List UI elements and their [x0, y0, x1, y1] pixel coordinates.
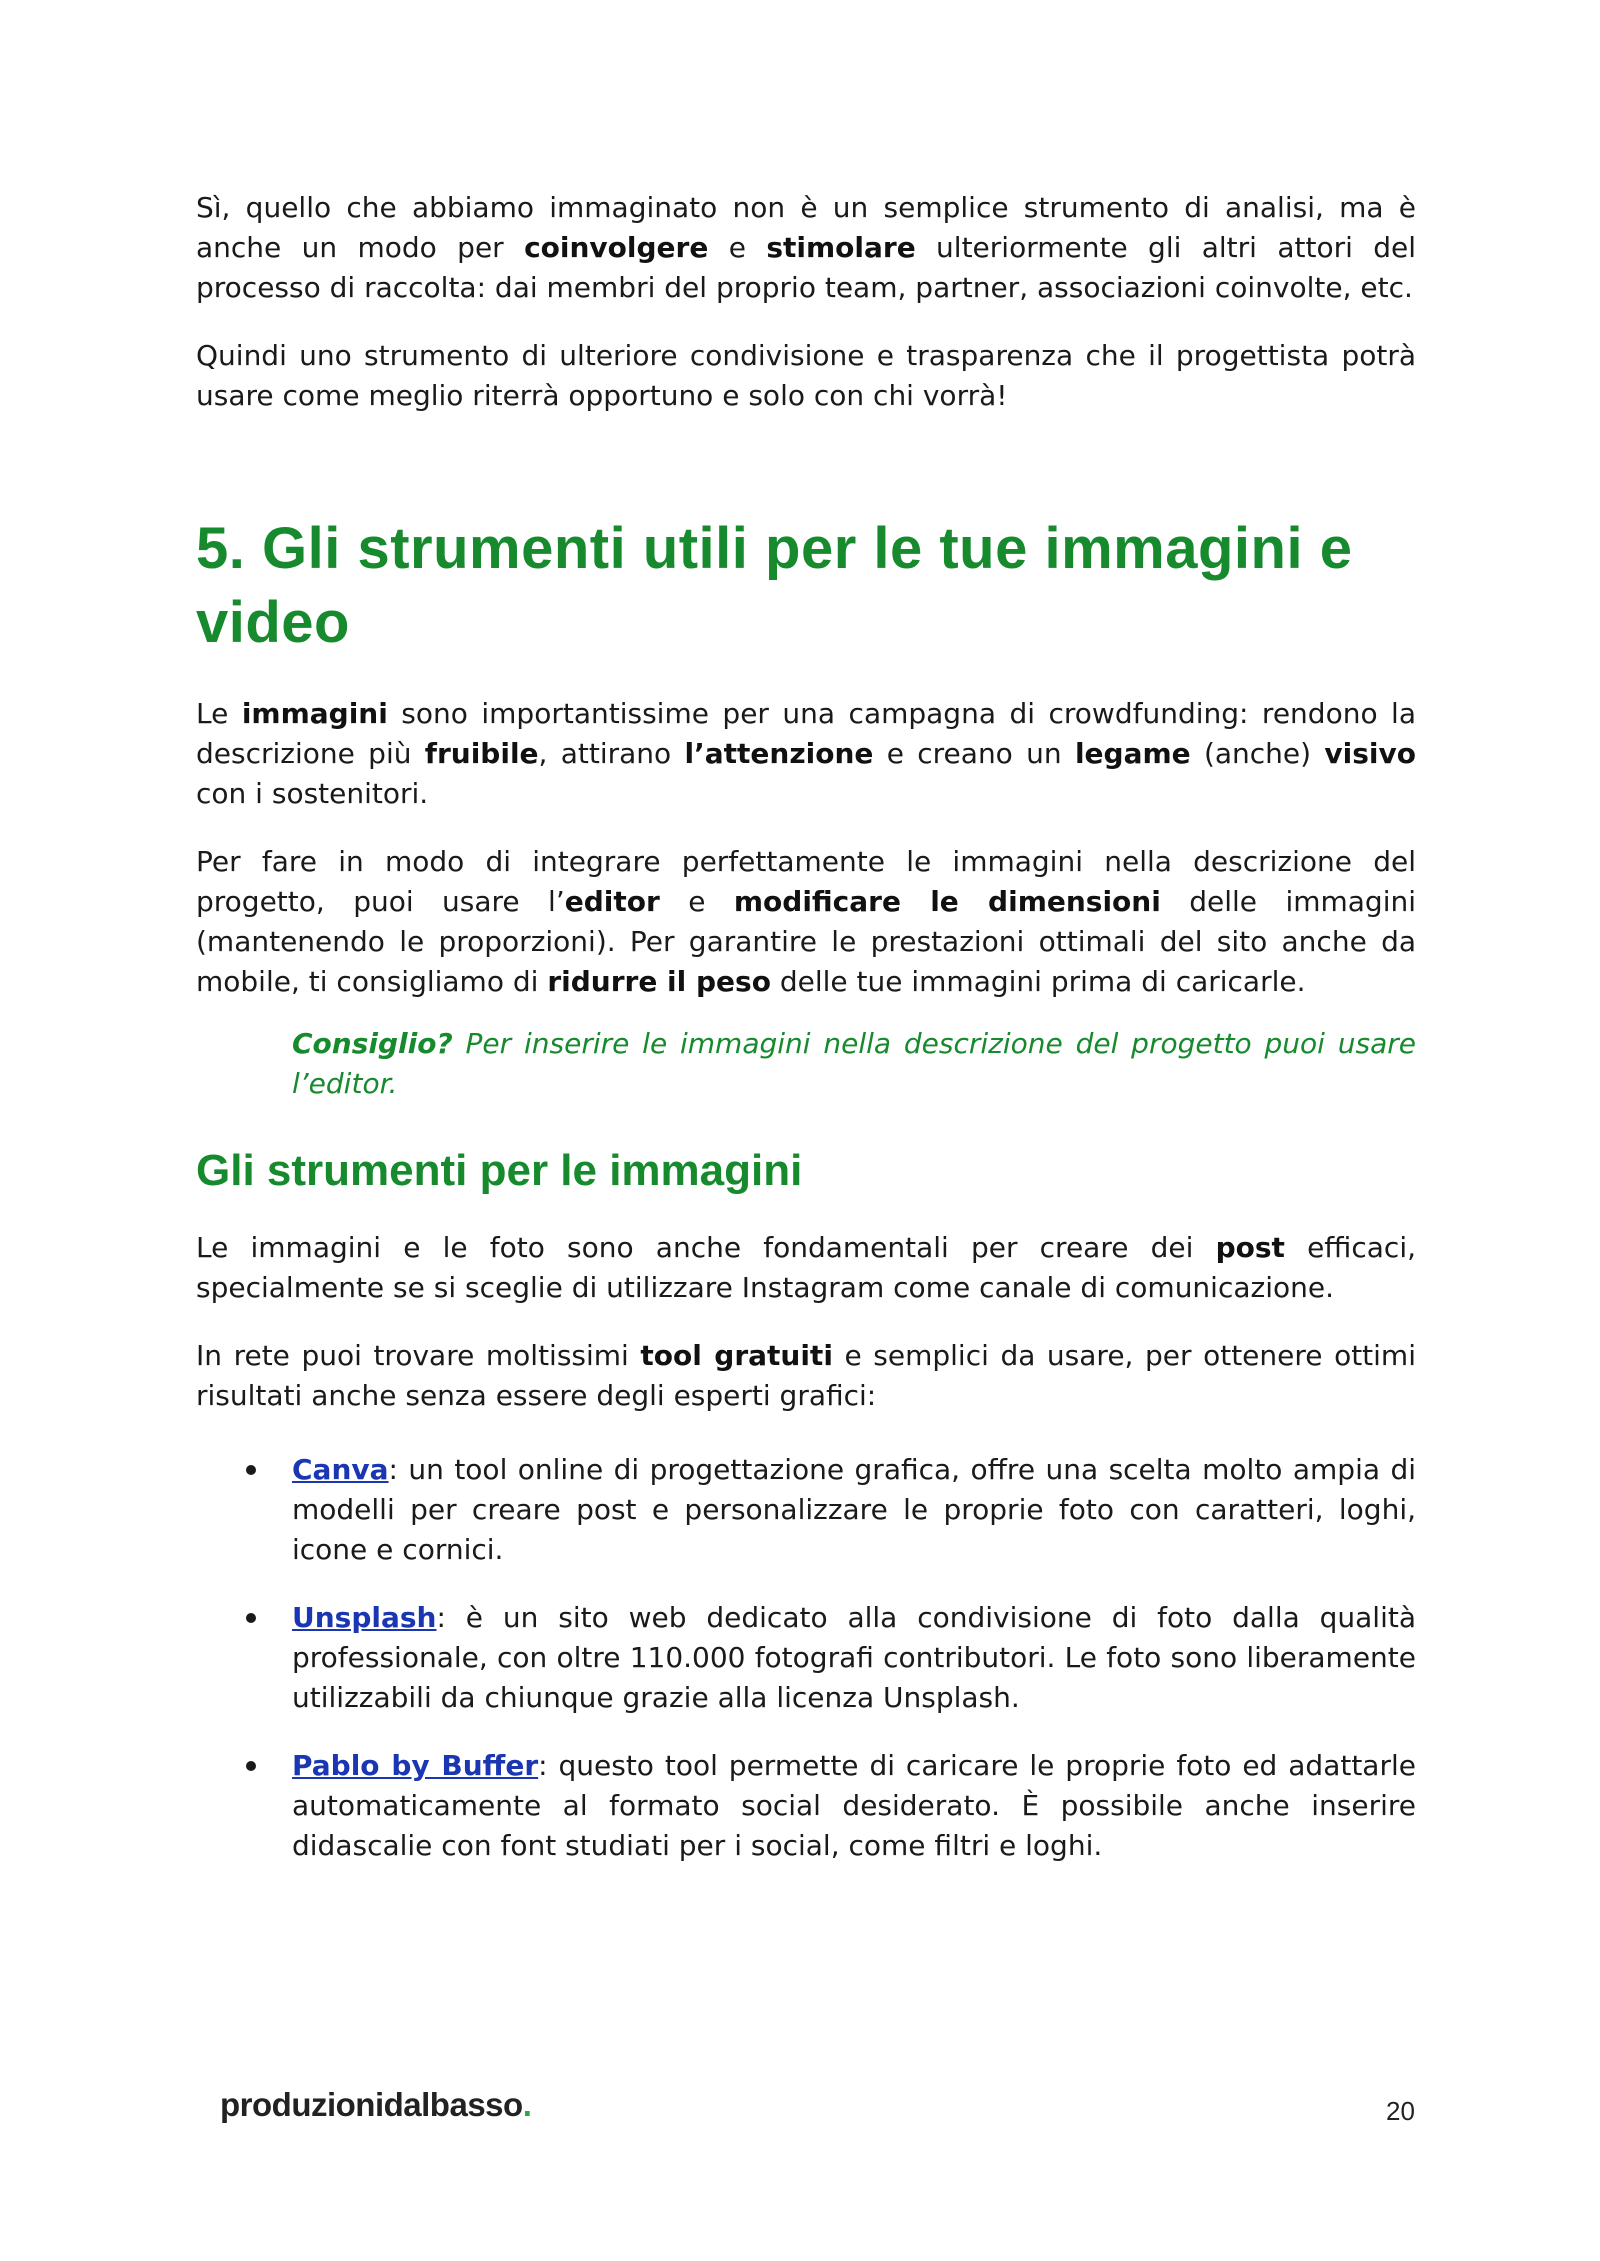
- produzionidalbasso-logo: [220, 2086, 531, 2124]
- bold-term: stimolare: [766, 231, 916, 264]
- text-run: con i sostenitori.: [196, 777, 429, 810]
- tool-description: [292, 1746, 1416, 1866]
- tip-label: Consiglio?: [292, 1027, 453, 1060]
- text-run: Le: [196, 697, 242, 730]
- section-paragraph-2: [196, 842, 1416, 1002]
- tool-description: [292, 1450, 1416, 1570]
- text-run: (anche): [1190, 737, 1325, 770]
- bold-term: coinvolgere: [524, 231, 709, 264]
- text-run: Sì, quello che abbiamo immaginato non è un semplice strumento di analisi, ma è anche un modo per: [196, 191, 1416, 264]
- bullet-icon: [246, 1465, 256, 1475]
- bold-term: post: [1215, 1231, 1285, 1264]
- text-run: delle immagini (mantenendo le proporzioni). Per garantire le prestazioni ottimali del sito anche da mobile, ti consigliamo di: [196, 885, 1417, 998]
- bold-term: immagini: [241, 697, 388, 730]
- tip-text: Per inserire le immagini nella descrizione del progetto puoi usare l’editor.: [292, 1027, 1416, 1100]
- text-run: Le immagini e le foto sono anche fondamentali per creare dei: [196, 1231, 1216, 1264]
- text-run: e creano un: [873, 737, 1075, 770]
- bold-term: visivo: [1324, 737, 1416, 770]
- text-run: e: [708, 231, 767, 264]
- unsplash-link[interactable]: Unsplash: [292, 1601, 437, 1634]
- list-item: [196, 1598, 1416, 1718]
- bold-term: l’attenzione: [684, 737, 874, 770]
- text-run: efficaci, specialmente se si sceglie di utilizzare Instagram come canale di comunicazione.: [196, 1231, 1417, 1304]
- text-run: In rete puoi trovare moltissimi: [196, 1339, 641, 1372]
- section-title: 5. Gli strumenti utili per le tue immagini e video: [196, 516, 1353, 655]
- text-run: delle tue immagini prima di caricarle.: [770, 965, 1306, 998]
- text-run: : questo tool permette di caricare le proprie foto ed adattarle automaticamente al formato social desiderato. È possibile anche inserire didascalie con font studiati per i social, come filtri e loghi.: [292, 1749, 1416, 1862]
- tool-description: [292, 1598, 1416, 1718]
- section-paragraph-1: [196, 694, 1416, 814]
- page-number: 20: [1386, 2096, 1415, 2126]
- bold-term: modificare le dimensioni: [733, 885, 1161, 918]
- text-run: e: [659, 885, 734, 918]
- intro-paragraph-1: [196, 188, 1416, 308]
- document-page: [196, 188, 1416, 1894]
- bold-term: legame: [1074, 737, 1191, 770]
- canva-link[interactable]: Canva: [292, 1453, 389, 1486]
- text-run: sono importantissime per una campagna di crowdfunding: rendono la descrizione più: [196, 697, 1416, 770]
- bold-term: tool gratuiti: [640, 1339, 833, 1372]
- bullet-icon: [246, 1613, 256, 1623]
- bold-term: ridurre il peso: [547, 965, 771, 998]
- text-run: : un tool online di progettazione grafica, offre una scelta molto ampia di modelli per creare post e personalizzare le proprie foto con caratteri, loghi, icone e cornici.: [292, 1453, 1416, 1566]
- logo-text: produzionidalbasso: [220, 2086, 523, 2123]
- text-run: ulteriormente gli altri attori del processo di raccolta: dai membri del proprio team, partner, associazioni coinvolte, etc.: [196, 231, 1417, 304]
- bold-term: fruibile: [424, 737, 539, 770]
- list-item: [196, 1450, 1416, 1570]
- tools-list: [196, 1450, 1416, 1866]
- subsection-title: Gli strumenti per le immagini: [196, 1146, 803, 1195]
- subsection-paragraph-1: [196, 1228, 1416, 1308]
- subsection-paragraph-2: [196, 1336, 1416, 1416]
- text-run: , attirano: [538, 737, 685, 770]
- pablo-by-buffer-link[interactable]: Pablo by Buffer: [292, 1749, 539, 1782]
- intro-paragraph-2: Quindi uno strumento di ulteriore condivisione e trasparenza che il progettista potrà usare come meglio riterrà opportuno e solo con chi vorrà!: [196, 339, 1416, 412]
- bold-term: editor: [564, 885, 660, 918]
- text-run: e semplici da usare, per ottenere ottimi risultati anche senza essere degli esperti grafici:: [196, 1339, 1416, 1412]
- text-run: Per fare in modo di integrare perfettamente le immagini nella descrizione del progetto, puoi usare l’: [196, 845, 1416, 918]
- tip-callout: [292, 1024, 1416, 1104]
- text-run: : è un sito web dedicato alla condivisione di foto dalla qualità professionale, con oltre 110.000 fotografi contributori. Le foto sono liberamente utilizzabili da chiunque grazie alla licenza Unsplash.: [292, 1601, 1416, 1714]
- list-item: [196, 1746, 1416, 1866]
- logo-dot: .: [522, 2086, 532, 2123]
- bullet-icon: [246, 1761, 256, 1771]
